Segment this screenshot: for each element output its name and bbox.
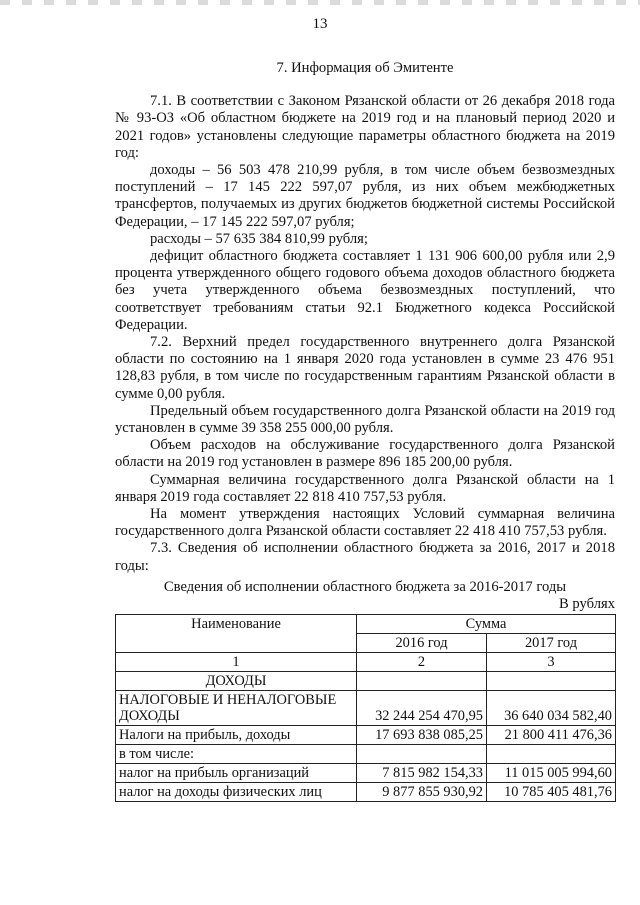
header-col-1: 1 — [116, 653, 357, 672]
row-value-2016 — [357, 672, 487, 691]
row-value-2016: 32 244 254 470,95 — [357, 691, 487, 726]
paragraph-current-debt: На момент утверждения настоящих Условий суммарная величина государственного долга Рязанской области составляет 22 418 410 757,53 рубля. — [115, 506, 615, 540]
header-col-2: 2 — [357, 653, 487, 672]
budget-table — [115, 614, 616, 802]
header-sum: Сумма — [357, 615, 616, 634]
table-row — [116, 783, 616, 802]
paragraph-total-debt-2019: Суммарная величина государственного долга Рязанской области на 1 января 2019 года составляет 22 818 410 757,53 рубля. — [115, 471, 615, 505]
row-value-2017 — [487, 672, 616, 691]
document-body — [115, 60, 615, 802]
row-value-2017: 21 800 411 476,36 — [487, 726, 616, 745]
row-name: налог на доходы физических лиц — [116, 783, 357, 802]
row-name: налог на прибыль организаций — [116, 764, 357, 783]
header-col-3: 3 — [487, 653, 616, 672]
row-name: ДОХОДЫ — [116, 672, 357, 691]
row-name: НАЛОГОВЫЕ И НЕНАЛОГОВЫЕ ДОХОДЫ — [116, 691, 357, 726]
row-value-2016: 9 877 855 930,92 — [357, 783, 487, 802]
page-number: 13 — [312, 16, 328, 32]
header-year-2017: 2017 год — [487, 634, 616, 653]
paragraph-expenses: расходы – 57 635 384 810,99 рубля; — [150, 230, 368, 247]
row-value-2016: 17 693 838 085,25 — [357, 726, 487, 745]
row-value-2017 — [487, 745, 616, 764]
scan-top-artifact — [0, 0, 640, 5]
table-row — [116, 672, 616, 691]
table-row — [116, 764, 616, 783]
table-row — [116, 726, 616, 745]
paragraph-debt-service: Объем расходов на обслуживание государственного долга Рязанской области на 2019 год установлен в размере 896 185 200,00 рубля. — [115, 437, 615, 471]
paragraph-7-2: 7.2. Верхний предел государственного внутреннего долга Рязанской области по состоянию на 1 января 2020 года установлен в сумме 23 476 951 128,83 рубля, в том числе по государственным гарантиям Рязанской области в сумме 0,00 рубля. — [115, 334, 615, 402]
row-value-2016: 7 815 982 154,33 — [357, 764, 487, 783]
paragraph-income: доходы – 56 503 478 210,99 рубля, в том числе объем безвозмездных поступлений – 17 145 222 597,07 рубля, из них объем межбюджетных трансфертов, получаемых из других бюджетов бюджетной системы Российской Федерации, – 17 145 222 597,07 рубля; — [115, 162, 615, 230]
section-title: 7. Информация об Эмитенте — [276, 60, 454, 76]
table-unit: В рублях — [559, 596, 615, 613]
paragraph-deficit: дефицит областного бюджета составляет 1 131 906 600,00 рубля или 2,9 процента утвержденного общего годового объема доходов областного бюджета без учета утвержденного объема безвозмездных поступлений, что соответствует требованиям статьи 92.1 Бюджетного кодекса Российской Федерации. — [115, 248, 615, 333]
row-value-2017: 11 015 005 994,60 — [487, 764, 616, 783]
row-name: Налоги на прибыль, доходы — [116, 726, 357, 745]
row-name: в том числе: — [116, 745, 357, 764]
table-row — [116, 745, 616, 764]
row-value-2016 — [357, 745, 487, 764]
row-value-2017: 36 640 034 582,40 — [487, 691, 616, 726]
paragraph-7-1: 7.1. В соответствии с Законом Рязанской области от 26 декабря 2018 года № 93-ОЗ «Об областном бюджете на 2019 год и на плановый период 2020 и 2021 годов» установлены следующие параметры областного бюджета на 2019 год: — [115, 93, 615, 161]
header-year-2016: 2016 год — [357, 634, 487, 653]
table-row — [116, 691, 616, 726]
table-caption: Сведения об исполнении областного бюджета за 2016-2017 годы — [163, 578, 567, 595]
header-name: Наименование — [116, 615, 357, 653]
paragraph-debt-limit: Предельный объем государственного долга Рязанской области на 2019 год установлен в сумме 39 358 255 000,00 рубля. — [115, 402, 615, 437]
row-value-2017: 10 785 405 481,76 — [487, 783, 616, 802]
paragraph-7-3: 7.3. Сведения об исполнении областного бюджета за 2016, 2017 и 2018 годы: — [115, 540, 615, 574]
